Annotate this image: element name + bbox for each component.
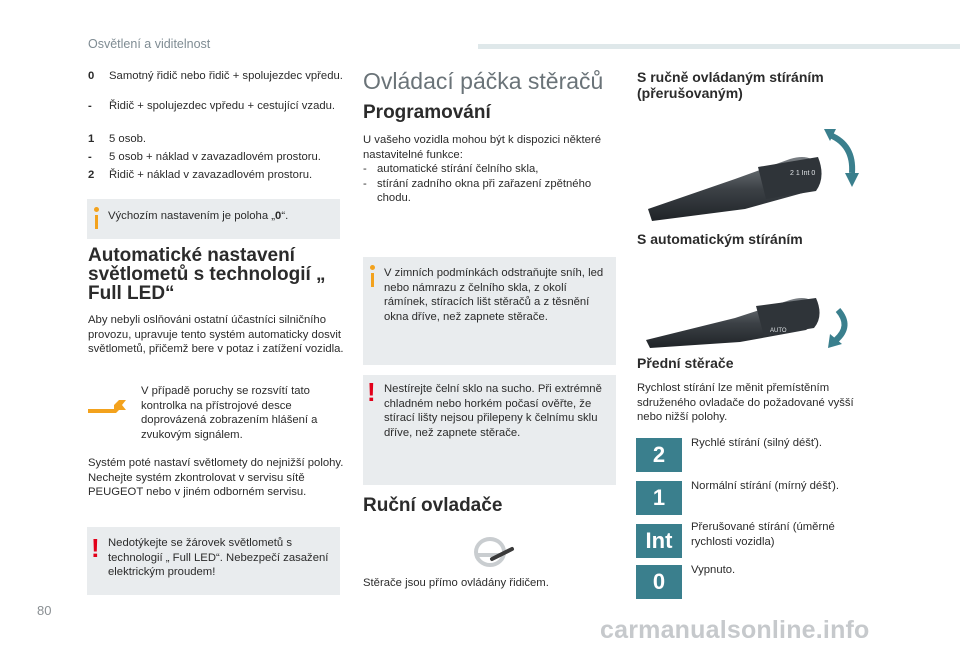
- mode-text: Přerušované stírání (úměrné rychlosti vozidla): [691, 521, 835, 548]
- mode-text: Vypnuto.: [691, 564, 736, 576]
- warning-box-dry: ! Nestírejte čelní sklo na sucho. Při extrémně chladném nebo horkém počasí ověřte, že stírací lišty nejsou přilepeny k čelnímu sklu dříve, než zapnete stěrače.: [363, 375, 616, 485]
- warning-icon: !: [91, 533, 100, 563]
- bullet-list: [363, 162, 618, 206]
- fault-note: V případě poruchy se rozsvítí tato kontrolka na přístrojové desce doprovázená zobrazením hlášení a zvukovým signálem.: [141, 385, 318, 441]
- paragraph: Stěrače jsou přímo ovládány řidičem.: [363, 577, 549, 589]
- heading-full-led: Automatické nastavení světlometů s technologií „ Full LED“: [88, 245, 326, 304]
- section-header: Osvětlení a viditelnost: [88, 37, 211, 51]
- info-bar: [95, 215, 98, 229]
- paragraph: Systém poté nastaví světlomety do nejnižší polohy. Nechejte systém zkontrolovat v servisu sítě PEUGEOT nebo v jiném odborném servisu.: [88, 457, 344, 498]
- heading-auto-wiping: S automatickým stíráním: [637, 231, 803, 247]
- watermark: carmanualsonline.info: [600, 616, 870, 644]
- steering-wheel-icon: [470, 535, 516, 569]
- mode-text: Rychlé stírání (silný déšť).: [691, 437, 823, 449]
- mode-badge-0: 0: [636, 565, 682, 599]
- info-box-default: Výchozím nastavením je poloha „0“.: [87, 199, 340, 239]
- info-bar: [371, 273, 374, 287]
- heading-programming: Programování: [363, 102, 491, 123]
- header-bar: [478, 44, 960, 49]
- paragraph: Aby nebyli oslňováni ostatní účastníci silničního provozu, upravuje tento systém automaticky dosvit světlometů, přičemž bere v potaz i zatížení vozidla.: [88, 314, 344, 355]
- paragraph: U vašeho vozidla mohou být k dispozici některé nastavitelné funkce:: [363, 134, 601, 161]
- heading-manual-controls: Ruční ovladače: [363, 495, 503, 516]
- wiper-stalk-auto-image: [640, 270, 870, 350]
- warning-box-full-led: ! Nedotýkejte se žárovek světlometů s technologií „ Full LED“. Nebezpečí zasažení elektrickým proudem!: [87, 527, 340, 595]
- paragraph: Rychlost stírání lze měnit přemístěním sdruženého ovladače do požadované vyšší nebo nižší polohy.: [637, 382, 854, 423]
- list-item: - automatické stírání čelního skla,: [363, 163, 539, 175]
- mode-text: Normální stírání (mírný déšť).: [691, 480, 839, 492]
- section-title: Ovládací páčka stěračů: [363, 68, 604, 94]
- wrench-icon: [86, 396, 128, 418]
- heading-front-wipers: Přední stěrače: [637, 355, 734, 371]
- mode-badge-2: 2: [636, 438, 682, 472]
- warning-icon: !: [367, 377, 376, 407]
- list-item: - stírání zadního okna při zařazení zpětného chodu.: [363, 177, 592, 204]
- info-icon: [94, 207, 99, 212]
- stalk-auto-label: AUTO: [770, 328, 787, 334]
- wiper-stalk-manual-image: [640, 117, 870, 227]
- info-box-winter: V zimních podmínkách odstraňujte sníh, led nebo námrazu z čelního skla, z okolí rámínek, stíracích lišt stěračů a z těsnění okna dříve, než zapnete stěrače.: [363, 257, 616, 365]
- heading-manual-wiping: S ručně ovládaným stíráním (přerušovaným): [637, 69, 824, 101]
- page-number: 80: [37, 603, 52, 618]
- stalk-label: 2 1 Int 0: [790, 170, 816, 177]
- mode-badge-1: 1: [636, 481, 682, 515]
- mode-badge-int: Int: [636, 524, 682, 558]
- info-icon: [370, 265, 375, 270]
